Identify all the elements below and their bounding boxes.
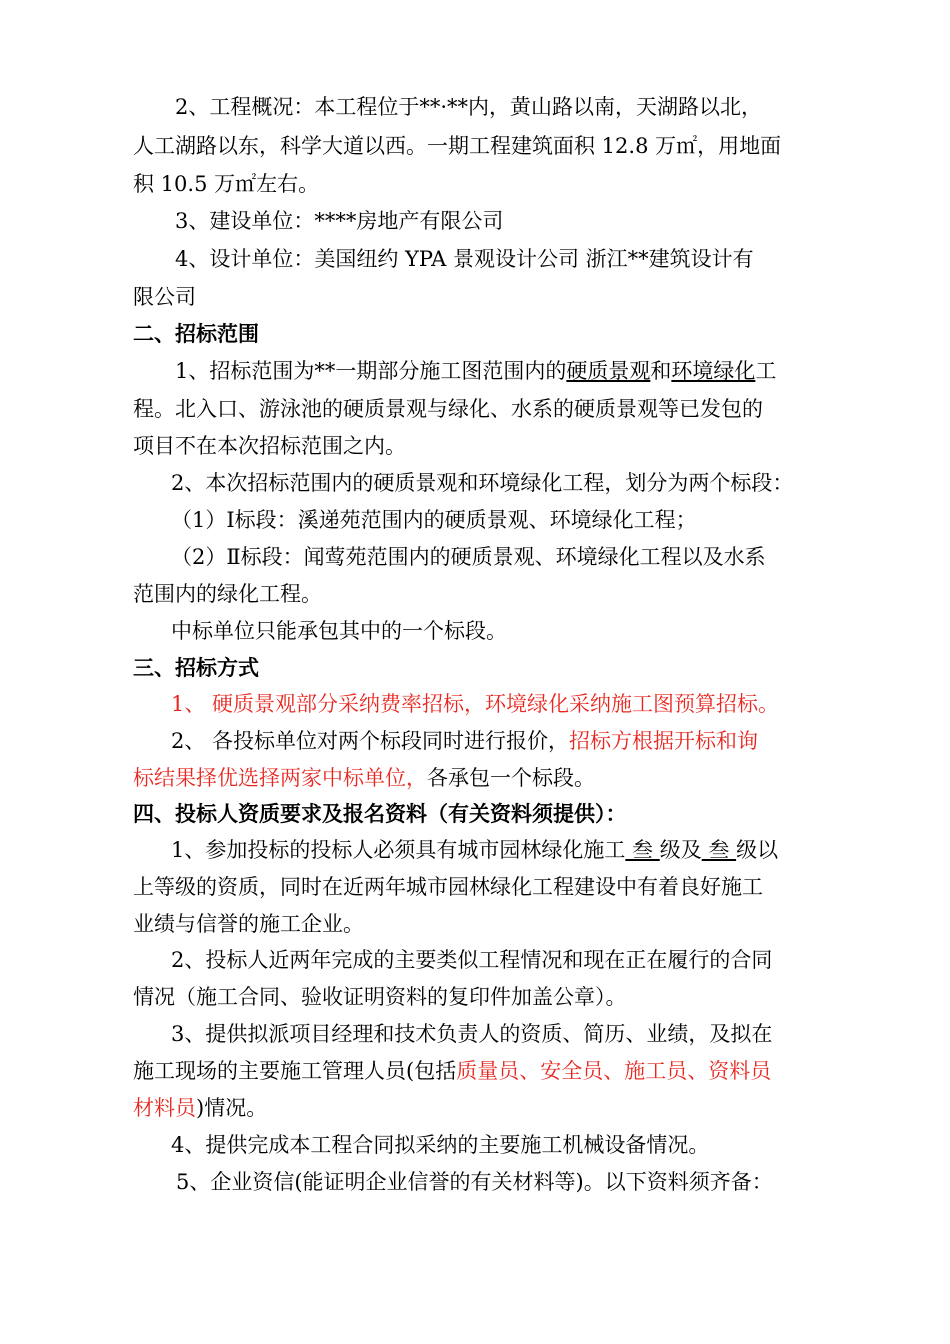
section-3-heading: 三、招标方式 xyxy=(133,655,259,680)
qual-item-1-line-2: 上等级的资质，同时在近两年城市园林绿化工程建设中有着良好施工 xyxy=(133,875,763,899)
qual-item-3-staff-roles: 质量员、安全员、施工员、资料员 xyxy=(456,1059,772,1083)
method-item-1: 1、 硬质景观部分采纳费率招标，环境绿化采纳施工图预算招标。 xyxy=(171,692,780,716)
qual-item-3-line-1: 3、提供拟派项目经理和技术负责人的资质、简历、业绩，及拟在 xyxy=(171,1022,773,1046)
qual-grade-1: 叁 xyxy=(625,838,660,862)
qual-item-3-material-staff: 材料员 xyxy=(133,1096,196,1120)
lot-2-line-2: 范围内的绿化工程。 xyxy=(133,582,322,606)
qual-item-1-line-3: 业绩与信誉的施工企业。 xyxy=(133,912,364,936)
scope-item-1-line-1 xyxy=(133,357,875,385)
method-item-2-line-1 xyxy=(133,727,871,755)
overview-line-3: 积 10.5 万㎡左右。 xyxy=(133,172,320,196)
qual-item-5: 5、企业资信(能证明企业信誉的有关材料等)。以下资料须齐备： xyxy=(176,1170,773,1194)
qual-item-1-mid: 级及 xyxy=(659,838,702,862)
method-item-2-line-2 xyxy=(133,764,833,792)
designer-line-1: 4、设计单位：美国纽约 YPA 景观设计公司 浙江**建筑设计有 xyxy=(175,247,754,271)
qual-item-1-line-1 xyxy=(133,836,871,864)
overview-line-1: 2、工程概况：本工程位于**·**内，黄山路以南，天湖路以北， xyxy=(175,95,763,119)
qual-item-1-prefix: 1、参加投标的投标人必须具有城市园林绿化施工 xyxy=(171,838,626,862)
overview-line-2: 人工湖路以东，科学大道以西。一期工程建筑面积 12.8 万㎡，用地面 xyxy=(133,134,782,158)
scope-greening: 环境绿化 xyxy=(671,359,756,383)
lot-2-line-1: （2）Ⅱ标段：闻莺苑范围内的硬质景观、环境绿化工程以及水系 xyxy=(171,545,766,569)
scope-and: 和 xyxy=(650,359,672,383)
qual-item-1-suffix: 级以 xyxy=(736,838,779,862)
scope-item-1-suffix: 工 xyxy=(755,359,777,383)
qual-item-3-line-2-prefix: 施工现场的主要施工管理人员(包括 xyxy=(133,1059,457,1083)
section-4-heading: 四、投标人资质要求及报名资料（有关资料须提供）： xyxy=(133,801,627,826)
qual-item-3-line-2 xyxy=(133,1057,833,1085)
qual-grade-2: 叁 xyxy=(701,838,737,862)
qual-item-2-line-1: 2、投标人近两年完成的主要类似工程情况和现在正在履行的合同 xyxy=(171,948,773,972)
method-item-2-red-1: 招标方根据开标和询 xyxy=(569,729,759,753)
method-item-2-prefix: 2、 各投标单位对两个标段同时进行报价， xyxy=(171,729,570,753)
scope-item-2: 2、本次招标范围内的硬质景观和环境绿化工程，划分为两个标段： xyxy=(171,471,794,495)
method-item-2-suffix: 各承包一个标段。 xyxy=(427,766,595,790)
section-2-heading: 二、招标范围 xyxy=(133,321,259,346)
qual-item-3-line-3 xyxy=(133,1094,833,1122)
qual-item-3-line-3-suffix: )情况。 xyxy=(196,1096,268,1120)
designer-line-2: 限公司 xyxy=(133,285,196,309)
scope-item-1-prefix: 1、招标范围为**一期部分施工图范围内的 xyxy=(175,359,567,383)
qual-item-4: 4、提供完成本工程合同拟采纳的主要施工机械设备情况。 xyxy=(171,1133,710,1157)
qual-item-2-line-2: 情况（施工合同、验收证明资料的复印件加盖公章）。 xyxy=(133,985,627,1009)
lot-note: 中标单位只能承包其中的一个标段。 xyxy=(171,619,507,643)
method-item-2-red-2: 标结果择优选择两家中标单位， xyxy=(133,766,427,790)
scope-item-1-line-2: 程。北入口、游泳池的硬质景观与绿化、水系的硬质景观等已发包的 xyxy=(133,397,763,421)
scope-item-1-line-3: 项目不在本次招标范围之内。 xyxy=(133,434,406,458)
lot-1: （1）Ⅰ标段：溪递苑范围内的硬质景观、环境绿化工程； xyxy=(171,508,697,532)
scope-hard-landscape: 硬质景观 xyxy=(566,359,651,383)
builder-line: 3、建设单位：****房地产有限公司 xyxy=(175,209,504,233)
